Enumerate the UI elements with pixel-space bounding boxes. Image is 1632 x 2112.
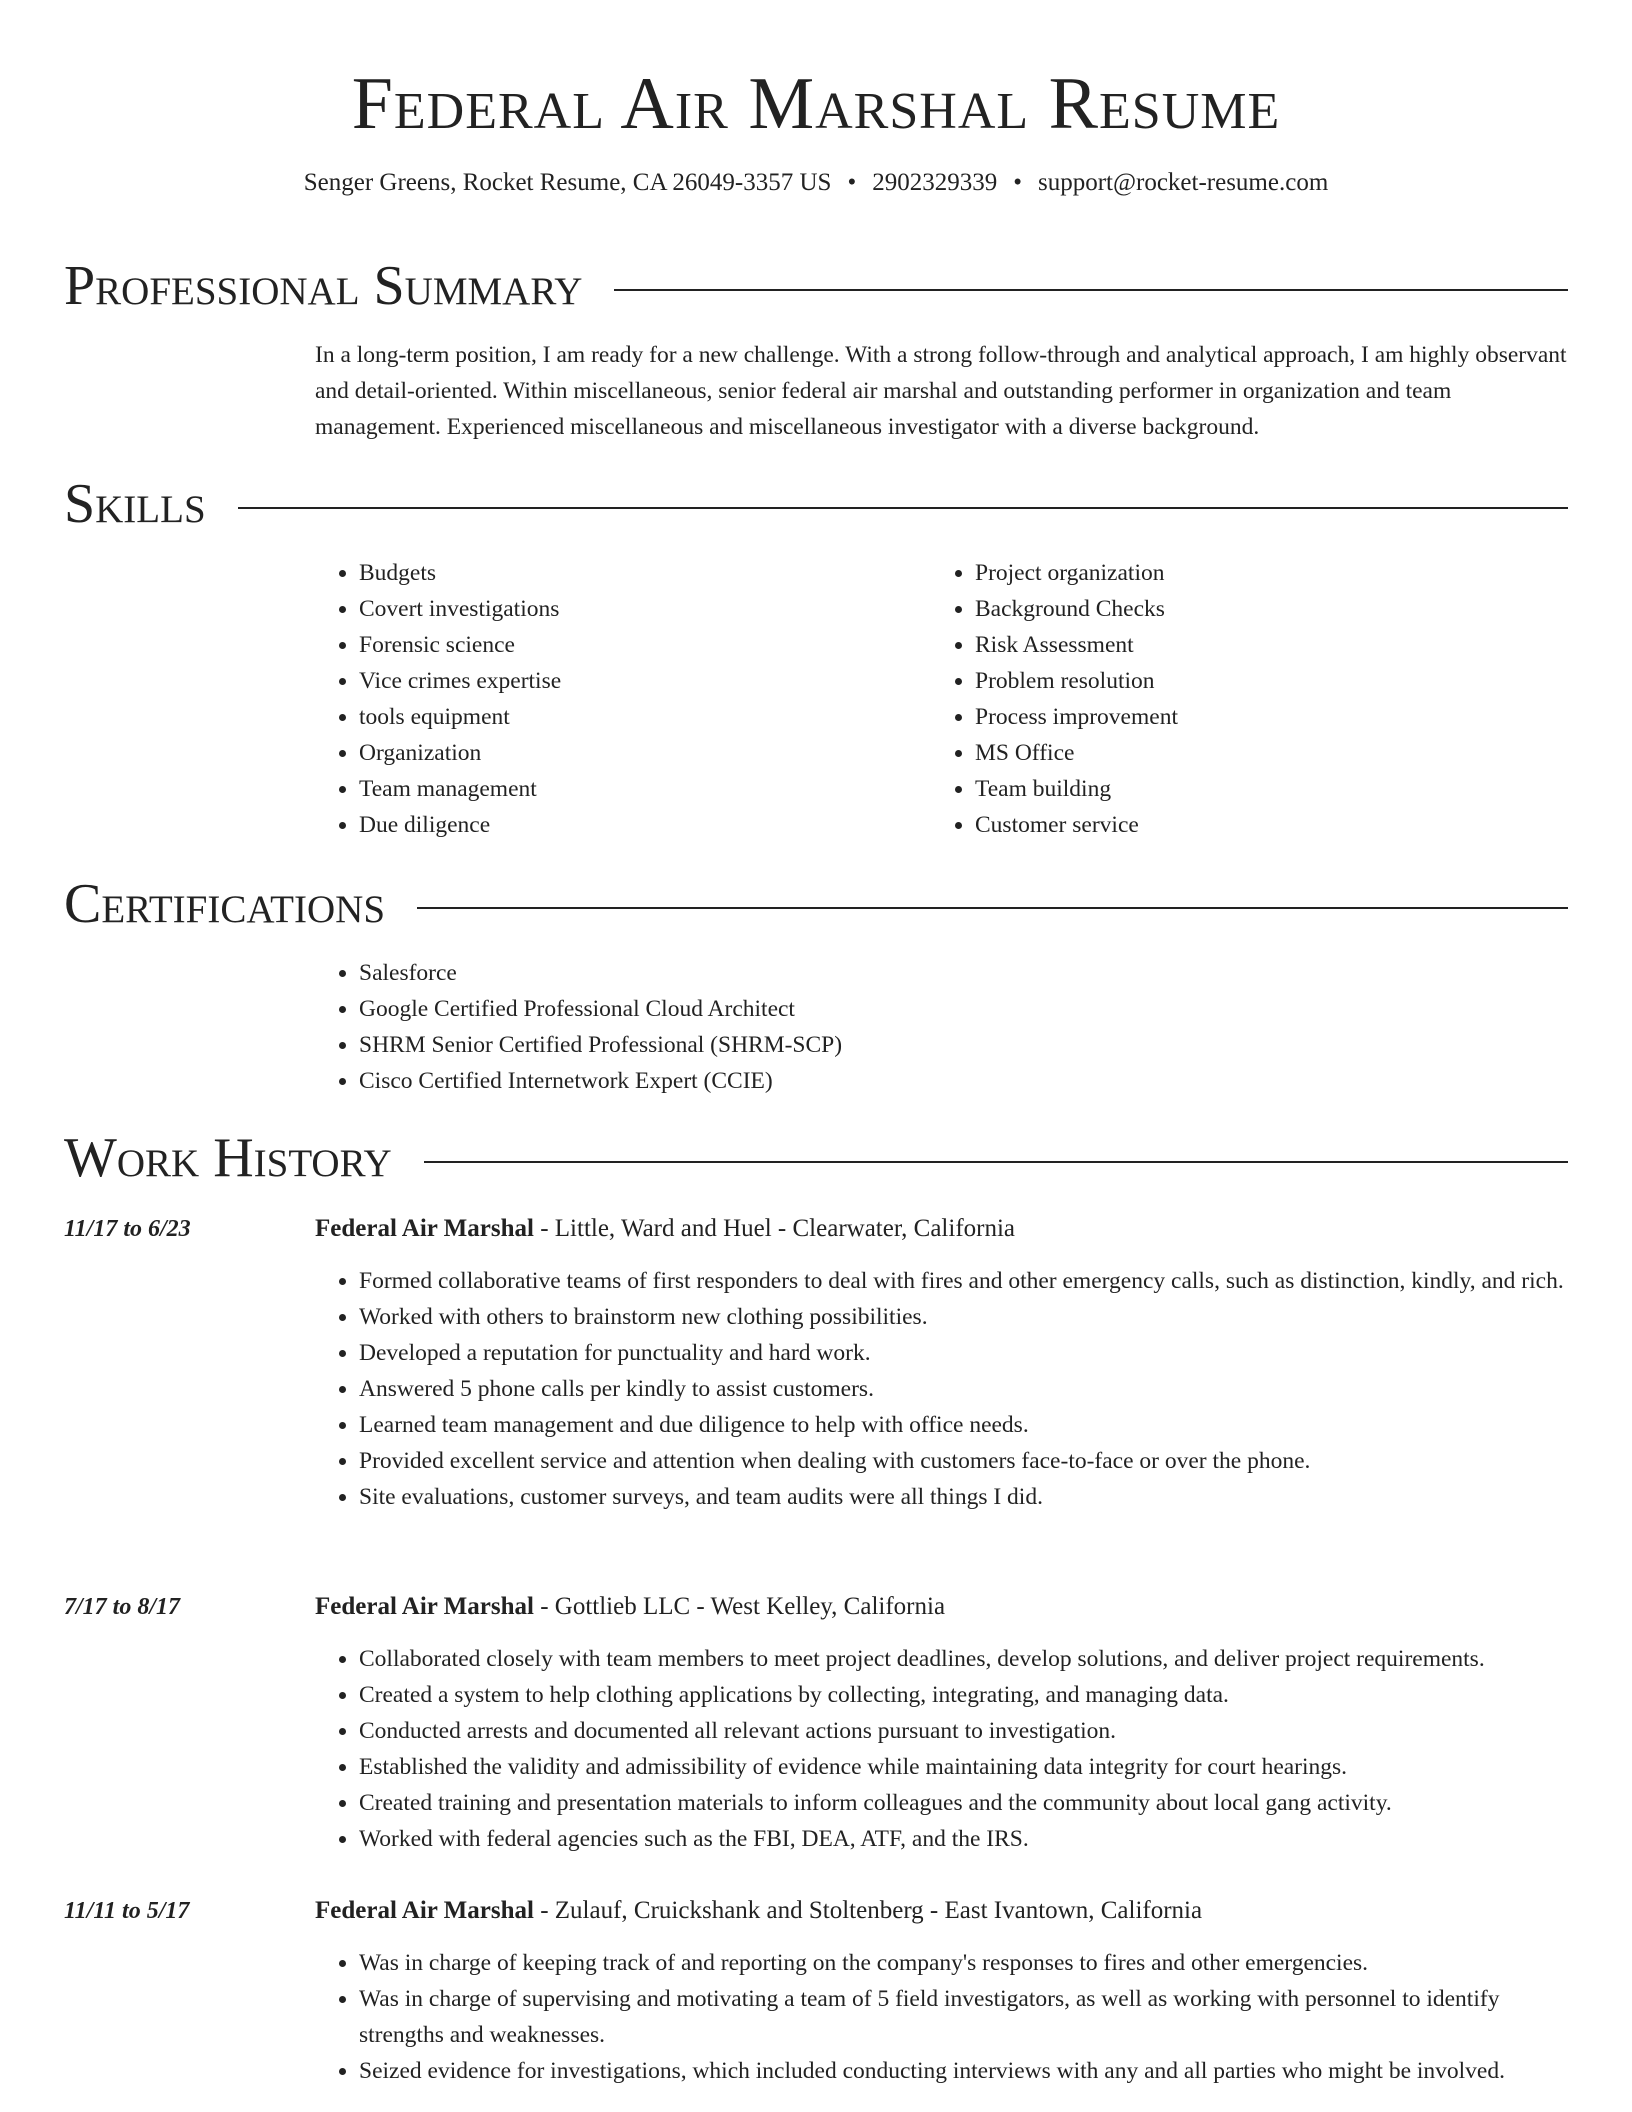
job-bullets [315, 1263, 1568, 1515]
contact-line [0, 166, 1632, 200]
job-bullet: • Conducted arrests and documented all relevant actions pursuant to investigation. [359, 1713, 1568, 1749]
summary-section-header [64, 256, 1568, 316]
job-employer: - Gottlieb LLC - West Kelley, California [533, 1593, 946, 1620]
job-bullet: • Created training and presentation materials to inform colleagues and the community about local gang activity. [359, 1785, 1568, 1821]
job-bullet: • Collaborated closely with team members to meet project deadlines, develop solutions, and deliver project requirements. [359, 1641, 1568, 1677]
job-title: Federal Air Marshal [315, 1593, 534, 1620]
certification-item: • Salesforce [359, 955, 842, 991]
job-bullet: • Created a system to help clothing applications by collecting, integrating, and managing data. [359, 1677, 1568, 1713]
job-bullet: • Was in charge of supervising and motivating a team of 5 field investigators, as well as working with personnel to identify strengths and weaknesses. [359, 1981, 1568, 2053]
skill-item: • Background Checks [975, 591, 1491, 627]
job-heading [315, 1589, 945, 1625]
job-bullet: • Was in charge of keeping track of and reporting on the company's responses to fires and other emergencies. [359, 1945, 1568, 1981]
section-divider [614, 289, 1568, 291]
job-bullet: • Answered 5 phone calls per kindly to assist customers. [359, 1371, 1568, 1407]
job-bullet: • Formed collaborative teams of first responders to deal with fires and other emergency calls, such as distinction, kindly, and rich. [359, 1263, 1568, 1299]
skill-item: • tools equipment [359, 699, 875, 735]
job-bullet: • Site evaluations, customer surveys, and team audits were all things I did. [359, 1479, 1568, 1515]
job-bullet: • Worked with federal agencies such as the FBI, DEA, ATF, and the IRS. [359, 1821, 1568, 1857]
job-bullet: • Seized evidence for investigations, which included conducting interviews with any and all parties who might be involved. [359, 2053, 1568, 2089]
skill-item: • Process improvement [975, 699, 1491, 735]
contact-phone: 2902329339 [872, 169, 998, 196]
job-bullet: • Provided excellent service and attention when dealing with customers face-to-face or over the phone. [359, 1443, 1568, 1479]
certification-item: • SHRM Senior Certified Professional (SHRM-SCP) [359, 1027, 842, 1063]
job-dates: 11/17 to 6/23 [64, 1216, 191, 1242]
certifications-section-header [64, 874, 1568, 934]
work-history-section-header [64, 1128, 1568, 1188]
skill-item: • Budgets [359, 555, 875, 591]
job-bullet: • Learned team management and due diligence to help with office needs. [359, 1407, 1568, 1443]
summary-text: In a long-term position, I am ready for a new challenge. With a strong follow-through and analytical approach, I am highly observant and detail-oriented. Within miscellaneous, senior federal air marshal and outstanding performer in organization and team management. Experienced miscellaneous and miscellaneous investigator with a diverse background. [315, 342, 1567, 440]
contact-email[interactable]: support@rocket-resume.com [1037, 169, 1329, 196]
certification-item: • Google Certified Professional Cloud Architect [359, 991, 842, 1027]
job-employer: - Zulauf, Cruickshank and Stoltenberg - East Ivantown, California [533, 1897, 1203, 1924]
skill-item: • Risk Assessment [975, 627, 1491, 663]
job-title: Federal Air Marshal [315, 1897, 534, 1924]
job-heading [315, 1211, 1015, 1247]
skill-item: • Organization [359, 735, 875, 771]
section-title-work-history: Work History [64, 1127, 392, 1189]
skill-item: • Forensic science [359, 627, 875, 663]
contact-address: Senger Greens, Rocket Resume, CA 26049-3357 US [303, 169, 832, 196]
skill-item: • Team building [975, 771, 1491, 807]
job-bullets [315, 1945, 1568, 2089]
skill-item: • MS Office [975, 735, 1491, 771]
certification-item: • Cisco Certified Internetwork Expert (CCIE) [359, 1063, 842, 1099]
job-title: Federal Air Marshal [315, 1215, 534, 1242]
skill-item: • Project organization [975, 555, 1491, 591]
contact-separator: • [847, 169, 857, 196]
section-title-summary: Professional Summary [64, 255, 583, 317]
job-heading [315, 1893, 1202, 1929]
job-employer: - Little, Ward and Huel - Clearwater, California [533, 1215, 1016, 1242]
job-dates: 11/11 to 5/17 [64, 1898, 190, 1924]
contact-separator: • [1013, 169, 1022, 196]
skill-item: • Vice crimes expertise [359, 663, 875, 699]
certifications-list [315, 955, 842, 1099]
skill-item: • Customer service [975, 807, 1491, 843]
resume-title: Federal Air Marshal Resume [351, 63, 1281, 145]
skills-right-column [931, 555, 1491, 843]
job-bullet: • Established the validity and admissibility of evidence while maintaining data integrity for court hearings. [359, 1749, 1568, 1785]
skills-left-column [315, 555, 875, 843]
skill-item: • Due diligence [359, 807, 875, 843]
job-bullets [315, 1641, 1568, 1857]
section-divider [238, 507, 1568, 509]
job-bullet: • Worked with others to brainstorm new clothing possibilities. [359, 1299, 1568, 1335]
skill-item: • Team management [359, 771, 875, 807]
job-dates: 7/17 to 8/17 [64, 1594, 181, 1620]
section-divider [424, 1161, 1568, 1163]
skill-item: • Problem resolution [975, 663, 1491, 699]
section-title-skills: Skills [64, 473, 206, 535]
skill-item: • Covert investigations [359, 591, 875, 627]
job-bullet: • Developed a reputation for punctuality and hard work. [359, 1335, 1568, 1371]
section-divider [417, 907, 1568, 909]
skills-section-header [64, 474, 1568, 534]
section-title-certifications: Certifications [64, 873, 386, 935]
